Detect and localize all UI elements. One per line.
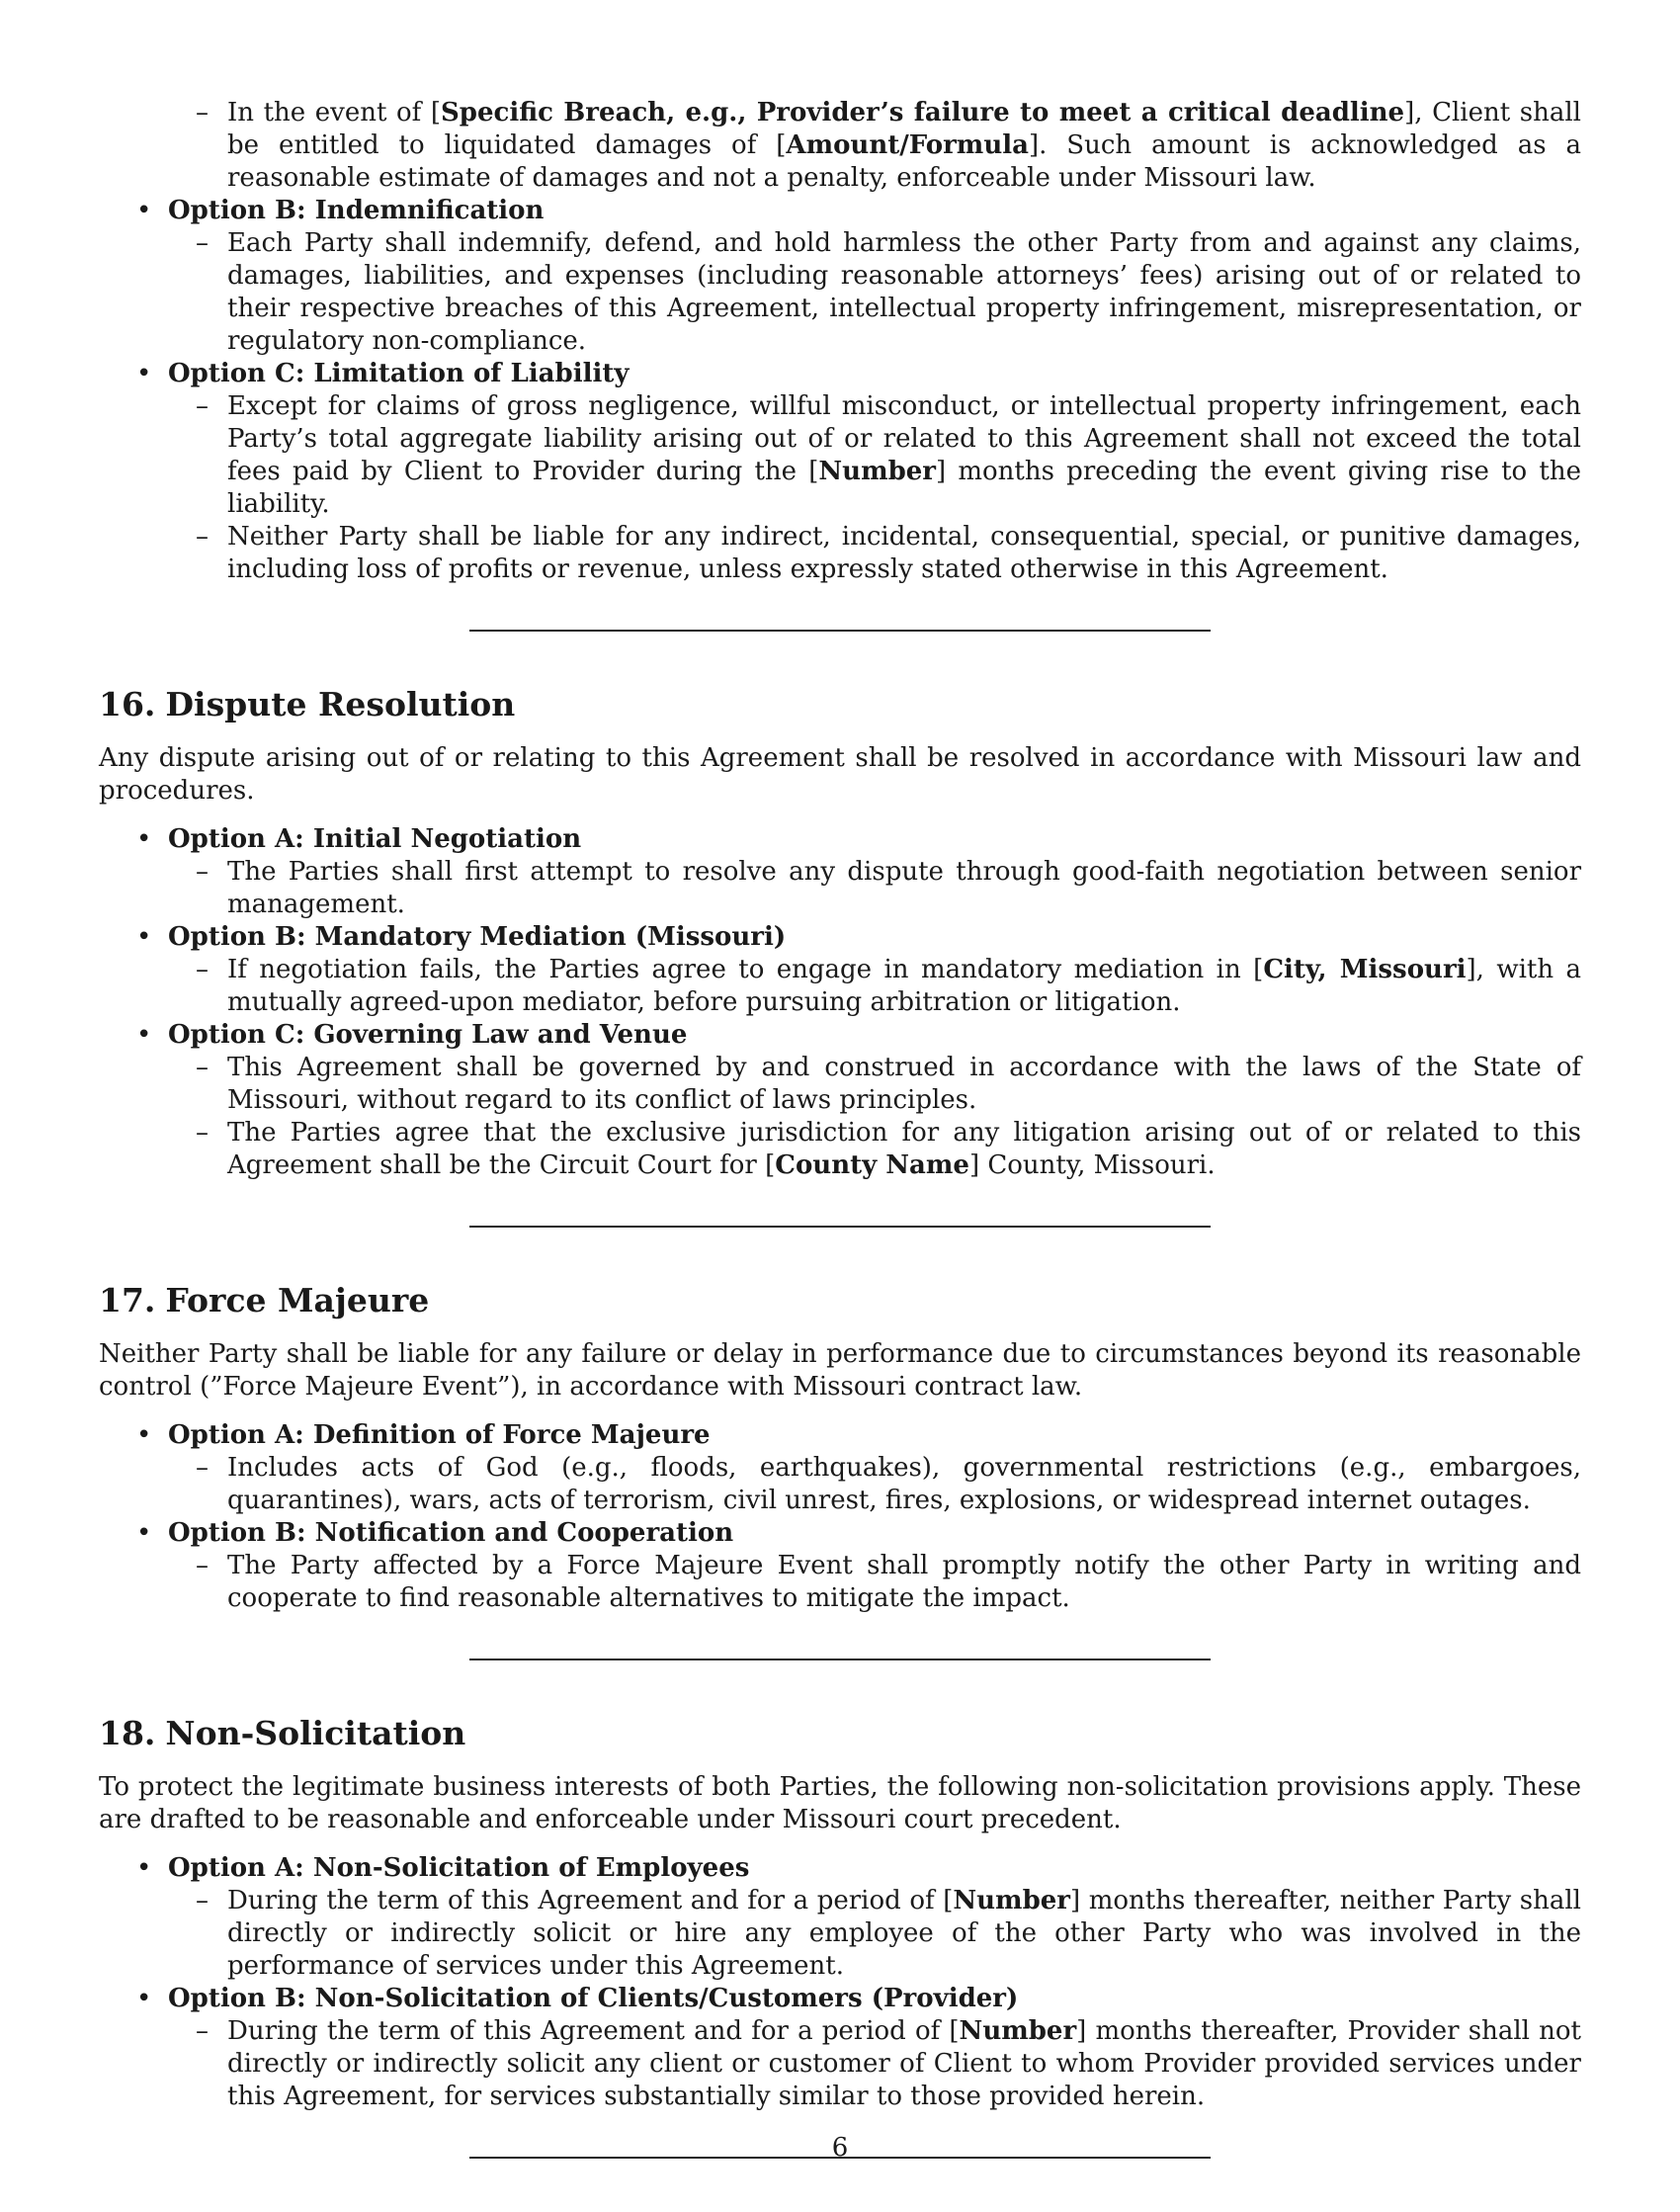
bullet-marker: • — [136, 1420, 152, 1450]
placeholder-number: Number — [818, 457, 937, 486]
bullet-marker: • — [136, 196, 152, 225]
option-a-negotiation — [99, 823, 1581, 856]
mediation-item: – If negotiation fails, the Parties agree to engage in mandatory mediation in [City, Missouri], with a mutually agreed-upon mediator, before pursuing arbitration or litigation. — [196, 955, 1582, 1017]
page-number: 6 — [831, 2133, 849, 2163]
dash-marker: – — [196, 1118, 209, 1148]
indemnification-item: – Each Party shall indemnify, defend, and hold harmless the other Party from and against any claims, damages, liabilities, and expenses (including reasonable attorneys’ fees) arising out of or related to their respective breaches of this Agreement, intellectual property infringement, misrepresentation, or regulatory non-compliance. — [196, 228, 1581, 356]
section-18-intro: To protect the legitimate business interests of both Parties, the following non-solicitation provisions apply. These are drafted to be reasonable and enforceable under Missouri court precedent. — [99, 1772, 1581, 1834]
option-b-mediation — [99, 921, 1581, 954]
definition-item: – Includes acts of God (e.g., floods, earthquakes), governmental restrictions (e.g., embargoes, quarantines), wars, acts of terrorism, civil unrest, fires, explosions, or widespread internet outages. — [196, 1453, 1581, 1515]
liquidated-damages-item: – In the event of [Specific Breach, e.g., Provider’s failure to meet a critical deadline], Client shall be entitled to liquidated damages of [Amount/Formula]. Such amount is acknowledged as a reasonable estimate of damages and not a penalty, enforceable under Missouri law. — [196, 98, 1581, 193]
dash-marker: – — [196, 1886, 209, 1915]
section-18-heading: 18. Non-Solicitation — [99, 1714, 466, 1752]
dash-marker: – — [196, 228, 209, 258]
dash-marker: – — [196, 98, 209, 128]
notification-item: – The Party affected by a Force Majeure Event shall promptly notify the other Party in writing and cooperate to find reasonable alternatives to mitigate the impact. — [196, 1551, 1581, 1613]
dash-marker: – — [196, 391, 209, 421]
employees-item: – During the term of this Agreement and for a period of [Number] months thereafter, neither Party shall directly or indirectly solicit or hire any employee of the other Party who was involved in the performance of services under this Agreement. — [196, 1886, 1581, 1981]
option-title: Option C: Limitation of Liability — [168, 359, 630, 388]
bullet-marker: • — [136, 922, 152, 952]
option-title: Option B: Non-Solicitation of Clients/Customers (Provider) — [168, 1984, 1019, 2013]
option-title: Option C: Governing Law and Venue — [168, 1020, 688, 1050]
dash-marker: – — [196, 1453, 209, 1483]
placeholder-specific-breach: Specific Breach, e.g., Provider’s failure to meet a critical deadline — [440, 98, 1405, 128]
option-c-governing-law — [99, 1019, 1581, 1052]
placeholder-amount-formula: Amount/Formula — [786, 130, 1029, 160]
bullet-marker: • — [136, 1984, 152, 2013]
option-a-employees — [99, 1852, 1581, 1885]
dash-marker: – — [196, 2016, 209, 2046]
placeholder-city: City, Missouri — [1263, 955, 1467, 984]
bullet-marker: • — [136, 1853, 152, 1883]
option-a-definition — [99, 1419, 1581, 1452]
governing-law-item-1: – This Agreement shall be governed by and construed in accordance with the laws of the State of Missouri, without regard to its conflict of laws principles. — [196, 1053, 1581, 1115]
option-title: Option B: Mandatory Mediation (Missouri) — [168, 922, 787, 952]
dash-marker: – — [196, 522, 209, 552]
option-b-clients — [99, 1983, 1581, 2015]
option-title: Option B: Notification and Cooperation — [168, 1518, 734, 1548]
dash-marker: – — [196, 1551, 209, 1580]
section-divider — [469, 1659, 1211, 1660]
option-b-indemnification — [99, 195, 1581, 227]
dash-marker: – — [196, 955, 209, 984]
option-c-limitation — [99, 358, 1581, 390]
document-body — [99, 97, 1581, 2212]
placeholder-number: Number — [959, 2016, 1077, 2046]
dash-marker: – — [196, 1053, 209, 1082]
section-17-intro: Neither Party shall be liable for any failure or delay in performance due to circumstances beyond its reasonable control (”Force Majeure Event”), in accordance with Missouri contract law. — [99, 1339, 1581, 1402]
option-b-notification — [99, 1517, 1581, 1550]
section-divider — [469, 630, 1211, 632]
negotiation-item: – The Parties shall first attempt to resolve any dispute through good-faith negotiation between senior management. — [196, 857, 1581, 919]
limitation-item-2: – Neither Party shall be liable for any indirect, incidental, consequential, special, or punitive damages, including loss of profits or revenue, unless expressly stated otherwise in this Agreement. — [196, 522, 1581, 584]
option-title: Option A: Non-Solicitation of Employees — [168, 1853, 750, 1883]
bullet-marker: • — [136, 824, 152, 854]
dash-marker: – — [196, 857, 209, 887]
placeholder-number: Number — [953, 1886, 1070, 1915]
section-16-intro: Any dispute arising out of or relating to this Agreement shall be resolved in accordance with Missouri law and procedures. — [99, 743, 1581, 806]
limitation-item-1: – Except for claims of gross negligence, willful misconduct, or intellectual property infringement, each Party’s total aggregate liability arising out of or related to this Agreement shall not exceed the total fees paid by Client to Provider during the [Number] months preceding the event giving rise to the liability. — [196, 391, 1581, 519]
bullet-marker: • — [136, 1020, 152, 1050]
option-title: Option B: Indemnification — [168, 196, 545, 225]
placeholder-county: County Name — [775, 1150, 969, 1180]
section-divider — [469, 1226, 1211, 1228]
governing-law-item-2: – The Parties agree that the exclusive jurisdiction for any litigation arising out of or related to this Agreement shall be the Circuit Court for [County Name] County, Missouri. — [196, 1118, 1581, 1180]
bullet-marker: • — [136, 1518, 152, 1548]
bullet-marker: • — [136, 359, 152, 388]
section-16-heading: 16. Dispute Resolution — [99, 685, 516, 723]
clients-item: – During the term of this Agreement and for a period of [Number] months thereafter, Provider shall not directly or indirectly solicit any client or customer of Client to whom Provider provided services under this Agreement, for services substantially similar to those provided herein. — [196, 2016, 1581, 2111]
section-17-heading: 17. Force Majeure — [99, 1281, 430, 1319]
option-title: Option A: Definition of Force Majeure — [168, 1420, 711, 1450]
option-title: Option A: Initial Negotiation — [168, 824, 582, 854]
